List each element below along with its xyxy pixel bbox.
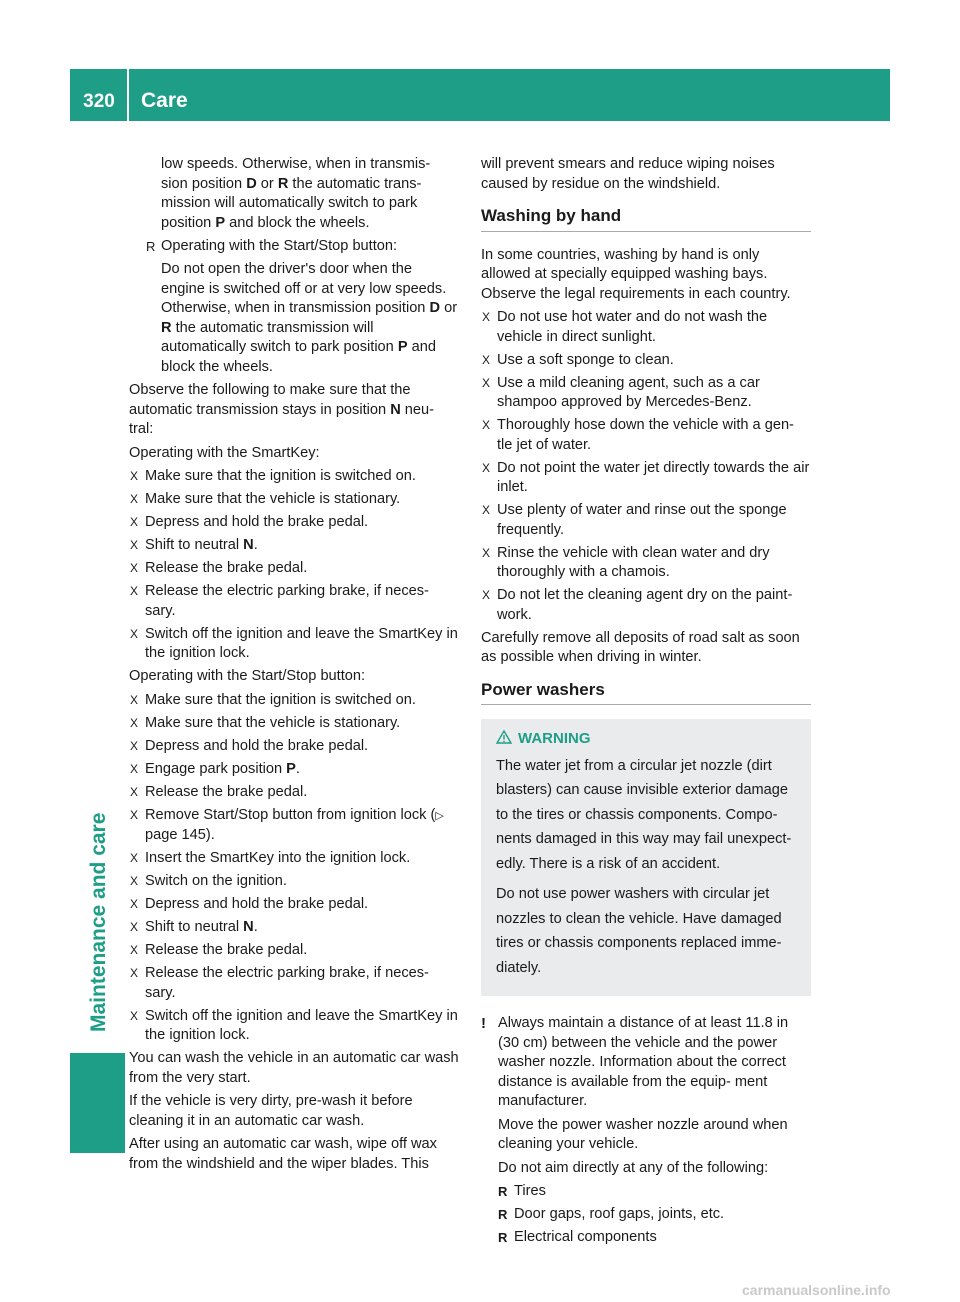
sidebar-section-label: Maintenance and care <box>87 812 110 1032</box>
step-arrow-icon: X <box>130 897 139 911</box>
step-arrow-icon: X <box>130 492 139 506</box>
step-item: X Make sure that the vehicle is stationary. <box>129 714 459 734</box>
step-item: X Shift to neutral N. <box>129 918 459 938</box>
step-item: X Use plenty of water and rinse out the sponge frequently. <box>482 502 787 538</box>
step-arrow-icon: X <box>482 503 491 517</box>
step-item: X Depress and hold the brake pedal. <box>129 737 459 757</box>
startstop-steps <box>129 691 459 1046</box>
step-arrow-icon: X <box>130 920 139 934</box>
step-arrow-icon: X <box>482 460 491 475</box>
bullet-item: R Electrical components <box>498 1228 811 1248</box>
note-bullets <box>498 1182 811 1248</box>
step-item: X Insert the SmartKey into the ignition lock. <box>129 849 459 869</box>
continued-paragraph: low speeds. Otherwise, when in transmis- sion position D or R the automatic trans- mission will automatically switch to park position P and block the wheels. <box>161 156 431 231</box>
exclamation-icon: ! <box>481 1015 486 1032</box>
step-item: X Do not point the water jet directly towards the air inlet. <box>482 459 810 495</box>
washing-steps <box>481 308 811 625</box>
step-item: X Shift to neutral N. <box>129 536 459 556</box>
sidebar-tab-block <box>70 1053 125 1153</box>
step-arrow-icon: X <box>130 561 139 575</box>
step-arrow-icon: X <box>130 715 139 730</box>
step-arrow-icon: X <box>130 515 139 529</box>
step-item: X Release the brake pedal. <box>129 783 459 803</box>
step-arrow-icon: X <box>130 761 139 776</box>
step-item: X Do not use hot water and do not wash the vehicle in direct sunlight. <box>482 309 768 345</box>
warning-text-2: Do not use power washers with circular jet nozzles to clean the vehicle. Have damaged tires or chassis components replaced imme- diately. <box>496 886 782 976</box>
header-bar <box>70 69 890 121</box>
step-arrow-icon: X <box>482 375 491 390</box>
note-block <box>481 1014 811 1248</box>
warning-box <box>481 719 811 996</box>
step-arrow-icon: X <box>130 692 139 707</box>
paragraph-after: After using an automatic car wash, wipe off wax from the windshield and the wiper blades. This <box>129 1136 437 1172</box>
warning-triangle-icon <box>496 730 512 744</box>
step-item: X Depress and hold the brake pedal. <box>129 513 459 533</box>
bullet-item: R Tires <box>498 1182 811 1202</box>
step-item: X Remove Start/Stop button from ignition lock (▷ page 145). <box>130 806 444 843</box>
step-arrow-icon: X <box>482 588 491 602</box>
step-item: X Switch off the ignition and leave the SmartKey in the ignition lock. <box>130 1007 458 1043</box>
bullet-marker: R <box>146 239 156 254</box>
step-arrow-icon: X <box>130 966 139 980</box>
step-item: X Rinse the vehicle with clean water and dry thoroughly with a chamois. <box>482 544 770 580</box>
bullet-marker: R <box>498 1184 508 1199</box>
step-arrow-icon: X <box>130 807 139 822</box>
bullet-item: R Door gaps, roof gaps, joints, etc. <box>498 1205 811 1225</box>
smartkey-label: Operating with the SmartKey: <box>129 444 320 461</box>
step-arrow-icon: X <box>482 310 491 324</box>
step-item: X Release the brake pedal. <box>129 559 459 579</box>
bullet-item: R Operating with the Start/Stop button: <box>145 237 459 257</box>
step-item: X Make sure that the ignition is switched on. <box>129 467 459 487</box>
bullet-detail: Do not open the driver's door when the engine is switched off or at very low speeds. Otherwise, when in transmission position D or R the automatic transmission will automatically switch to park position P and block the wheels. <box>161 261 458 375</box>
step-item: X Release the brake pedal. <box>129 941 459 961</box>
startstop-label: Operating with the Start/Stop button: <box>129 668 366 684</box>
salt-paragraph: Carefully remove all deposits of road salt as soon as possible when driving in winter. <box>481 629 800 665</box>
page-number: 320 <box>83 91 115 112</box>
step-arrow-icon: X <box>130 1008 139 1023</box>
right-column <box>481 155 811 1252</box>
washing-heading: Washing by hand <box>481 206 811 232</box>
step-arrow-icon: X <box>130 538 139 552</box>
step-arrow-icon: X <box>130 584 139 598</box>
observe-paragraph: Observe the following to make sure that the automatic transmission stays in position N neu- tral: <box>129 382 434 437</box>
step-arrow-icon: X <box>482 352 491 367</box>
warning-text-1: The water jet from a circular jet nozzle (dirt blasters) can cause invisible exterior damage to the tires or chassis components. Compo- nents damaged in this way may fail unexpect- edly. There is a risk of an accident. <box>496 757 792 872</box>
step-item: X Use a mild cleaning agent, such as a car shampoo approved by Mercedes-Benz. <box>482 374 760 410</box>
step-arrow-icon: X <box>130 851 139 865</box>
power-washers-heading: Power washers <box>481 680 811 706</box>
step-arrow-icon: X <box>130 738 139 753</box>
page-title: Care <box>141 89 188 112</box>
step-item: X Do not let the cleaning agent dry on the paint- work. <box>482 587 793 623</box>
step-arrow-icon: X <box>482 545 491 560</box>
step-arrow-icon: X <box>130 874 139 888</box>
warning-title: WARNING <box>496 727 801 752</box>
step-item: X Depress and hold the brake pedal. <box>129 895 459 915</box>
smartkey-steps <box>129 467 459 664</box>
washing-intro: In some countries, washing by hand is only allowed at specially equipped washing bays. Observe the legal requirements in each country. <box>481 246 791 302</box>
paragraph-wash: You can wash the vehicle in an automatic car wash from the very start. <box>129 1050 459 1086</box>
step-arrow-icon: X <box>130 626 139 641</box>
step-item: X Switch off the ignition and leave the SmartKey in the ignition lock. <box>130 625 458 661</box>
step-item: X Engage park position P. <box>129 760 459 780</box>
step-item: X Switch on the ignition. <box>129 872 459 892</box>
bullet-marker: R <box>498 1230 508 1245</box>
step-arrow-icon: X <box>130 469 139 483</box>
bullet-marker: R <box>498 1207 508 1222</box>
note-text-2: Move the power washer nozzle around when cleaning your vehicle. <box>498 1116 788 1152</box>
step-item: X Use a soft sponge to clean. <box>481 351 811 371</box>
left-column <box>129 155 459 1178</box>
paragraph-dirty: If the vehicle is very dirty, pre-wash it before cleaning it in an automatic car wash. <box>129 1093 413 1129</box>
step-item: X Make sure that the ignition is switched on. <box>129 691 459 711</box>
step-item: X Make sure that the vehicle is stationary. <box>129 490 459 510</box>
step-item: X Release the electric parking brake, if neces- sary. <box>130 583 429 619</box>
step-arrow-icon: X <box>130 784 139 799</box>
watermark: carmanualsonline.info <box>742 1282 891 1298</box>
header-divider <box>127 69 129 121</box>
note-text-1: Always maintain a distance of at least 11.8 in (30 cm) between the vehicle and the power washer nozzle. Information about the correct distance is available from the equip- ment manufacturer. <box>498 1015 789 1109</box>
continued-paragraph-right: will prevent smears and reduce wiping noises caused by residue on the windshield. <box>481 156 775 192</box>
step-arrow-icon: X <box>482 418 491 432</box>
note-text-3: Do not aim directly at any of the following: <box>498 1159 769 1176</box>
step-item: X Release the electric parking brake, if neces- sary. <box>130 965 429 1001</box>
step-item: X Thoroughly hose down the vehicle with a gen- tle jet of water. <box>482 417 794 453</box>
step-arrow-icon: X <box>130 943 139 957</box>
